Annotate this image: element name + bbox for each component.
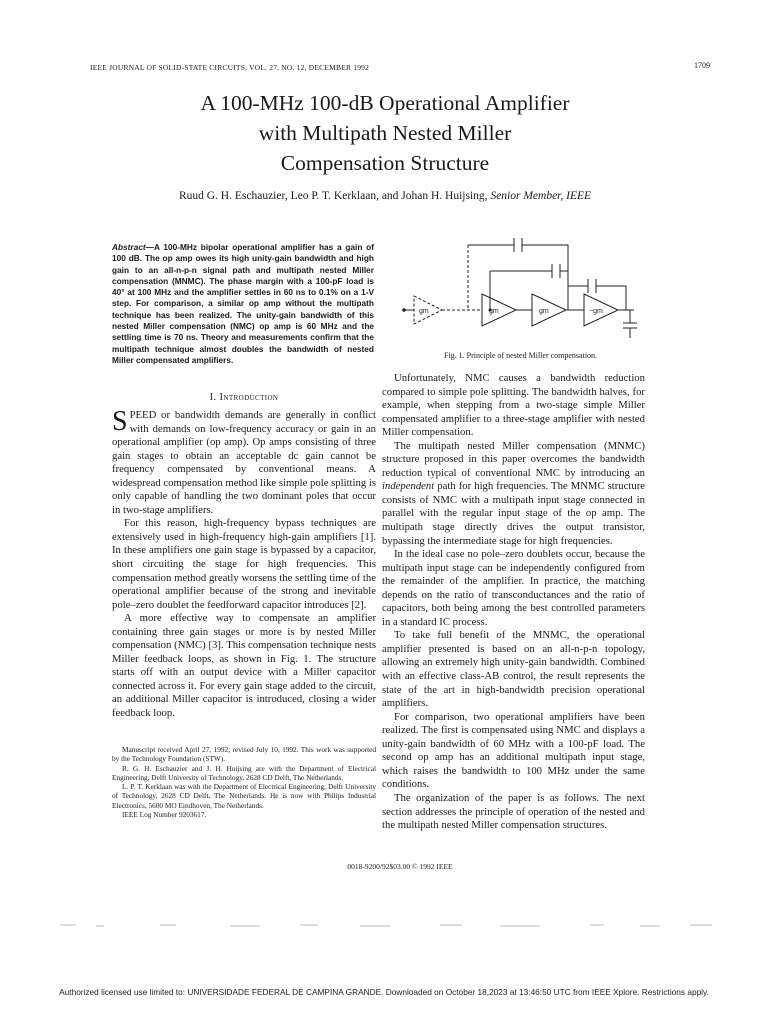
stage-label-1: gm [489, 308, 499, 315]
abstract [112, 242, 374, 366]
footnote-log-number: IEEE Log Number 9203617. [122, 810, 207, 820]
right-paragraph-2-b: path for high frequencies. The MNMC structure consists of NMC with a multipath input stage connected in parallel with the regular input stage of the op amp. The multipath stage directly drives the output transistor, bypassing the intermediate stage for high frequencies. [382, 480, 646, 547]
figure-caption: Fig. 1. Principle of nested Miller compensation. [443, 351, 598, 360]
title-line-2: with Multipath Nested Miller [258, 121, 512, 145]
footnotes [112, 745, 376, 819]
intro-paragraph-1-text: PEED or bandwidth demands are generally in conflict with demands on low-frequency accuracy or gain in an operational amplifier (op amp). Op amps consisting of three gain stages to obtain an acceptable dc gain cannot be frequency compensated by conventional means. A widespread compensation method like simple pole splitting is only capable of handling the two dominant poles that occur in two-stage amplifiers. [112, 409, 376, 516]
license-notice: Authorized licensed use limited to: UNIVERSIDADE FEDERAL DE CAMPINA GRANDE. Downloaded on October 18,2023 at 13:46:50 UTC from IEEE Xplore. Restrictions apply. [59, 987, 709, 997]
outer-miller-wire [468, 245, 568, 278]
intro-paragraph-3: A more effective way to compensate an amplifier containing three gain stages or more is by nested Miller compensation (NMC) [3]. This compensation technique nests Miller feedback loops, as shown in Fig. 1. The structure starts off with an output device with a Miller capacitor connected across it. For every gain stage added to the circuit, an additional Miller capacitor is introduced, closing a wider feedback loop. [112, 612, 376, 720]
inner-miller-wire [568, 286, 626, 310]
footnote-affiliation-1: R. G. H. Eschauzier and J. H. Huijsing are with the Department of Electrical Engineering, Delft University of Technology, 2628 CD Delft, The Netherlands. [112, 763, 376, 782]
right-paragraph-1: Unfortunately, NMC causes a bandwidth reduction compared to simple pole splitting. The bandwidth halves, for example, when stepping from a two-stage simple Miller compensated amplifier to a three-stage amplifier with nested Miller compensation. [382, 372, 645, 439]
figure-1 [398, 234, 643, 344]
gain-stage-1 [482, 294, 516, 326]
copyright-line: 0018-9200/92$03.00 © 1992 IEEE [347, 862, 453, 871]
right-paragraph-4: To take full benefit of the MNMC, the operational amplifier presented is based on an all-n-p-n topology, allowing an extremely high unity-gain bandwidth. Combined with an effective class-AB control, the result represents the state of the art in high-bandwidth precision operational amplifiers. [382, 629, 645, 710]
abstract-lead: Abstract— [112, 242, 154, 252]
author-names: Ruud G. H. Eschauzier, Leo P. T. Kerklaan, and Johan H. Huijsing, [178, 190, 488, 202]
page-number: 1709 [694, 61, 710, 70]
right-column [382, 372, 645, 833]
right-paragraph-5: For comparison, two operational amplifiers have been realized. The first is compensated using NMC and displays a unity-gain bandwidth of 60 MHz with a 100-pF load. The second op amp has an additional multipath input stage, which raises the bandwidth to 100 MHz under the same conditions. [382, 710, 645, 791]
footnote-affiliation-2: L. P. T. Kerklaan was with the Department of Electrical Engineering, Delft University of Technology, 2628 CD Delft, The Netherlands. He is now with Philips Industrial Electronics, 5600 MO Eindhoven, The Netherlands. [112, 782, 376, 810]
section-heading-introduction: I. Introduction [209, 392, 279, 403]
abstract-text: A 100-MHz bipolar operational amplifier has a gain of 100 dB. The op amp owes its high unity-gain bandwidth and high gain to an all-n-p-n signal path and multipath nested Miller compensation (MNMC). The phase margin with a 100-pF load is 40° at 100 MHz and the amplifier settles in 60 ns to 0.1% on a 1-V step. For comparison, a similar op amp without the multipath technique has been realized. The unity-gain bandwidth of this nested Miller compensation (NMC) op amp is 60 MHz and the settling time is 70 ns. Theory and measurements confirm that the multipath technique almost doubles the bandwidth of nested Miller compensated amplifiers. [112, 242, 374, 365]
stage-label-3: −gm [589, 308, 603, 315]
title-line-1: A 100-MHz 100-dB Operational Amplifier [200, 91, 570, 115]
scan-artifacts [0, 915, 768, 935]
stage-label-2: gm [539, 308, 549, 315]
left-column [112, 392, 376, 721]
author-line [60, 190, 710, 202]
author-membership: Senior Member, IEEE [490, 190, 592, 202]
gain-stage-2 [532, 294, 566, 326]
emphasis-independent: independent [382, 480, 435, 493]
title-line-3: Compensation Structure [280, 151, 490, 175]
right-paragraph-6: The organization of the paper is as follows. The next section addresses the principle of operation of the nested and the multipath nested Miller compensation structures. [382, 791, 645, 832]
stage-label-0: gm [419, 308, 429, 315]
drop-cap: S [112, 406, 128, 437]
intro-paragraph-1 [112, 406, 376, 517]
right-paragraph-2 [382, 440, 645, 548]
running-head: IEEE JOURNAL OF SOLID-STATE CIRCUITS, VOL. 27, NO. 12, DECEMBER 1992 [90, 63, 370, 72]
right-paragraph-3: In the ideal case no pole–zero doublets occur, because the multipath input stage can be independently configured from the remainder of the amplifier. In practice, the matching depends on the ratio of transconductances and the ratio of capacitors, both being among the best controlled parameters in a standard IC process. [382, 548, 645, 628]
footnote-manuscript: Manuscript received April 27, 1992; revised July 10, 1992. This work was supported by the Technology Foundation (STW). [112, 745, 376, 764]
intro-paragraph-2: For this reason, high-frequency bypass techniques are extensively used in high-frequency high-gain amplifiers [1]. In these amplifiers one gain stage is bypassed by a capacitor, short circuiting the stage for high frequencies. This compensation method greatly worsens the settling time of the operational amplifier because of the strong and inevitable pole–zero doublet the feedforward capacitor introduces [2]. [112, 517, 376, 611]
paper-title [60, 88, 710, 178]
nested-miller-schematic [398, 234, 643, 344]
right-paragraph-2-a: The multipath nested Miller compensation (MNMC) structure proposed in this paper overcomes the bandwidth reduction typical of conventional NMC by introducing an [382, 439, 645, 479]
